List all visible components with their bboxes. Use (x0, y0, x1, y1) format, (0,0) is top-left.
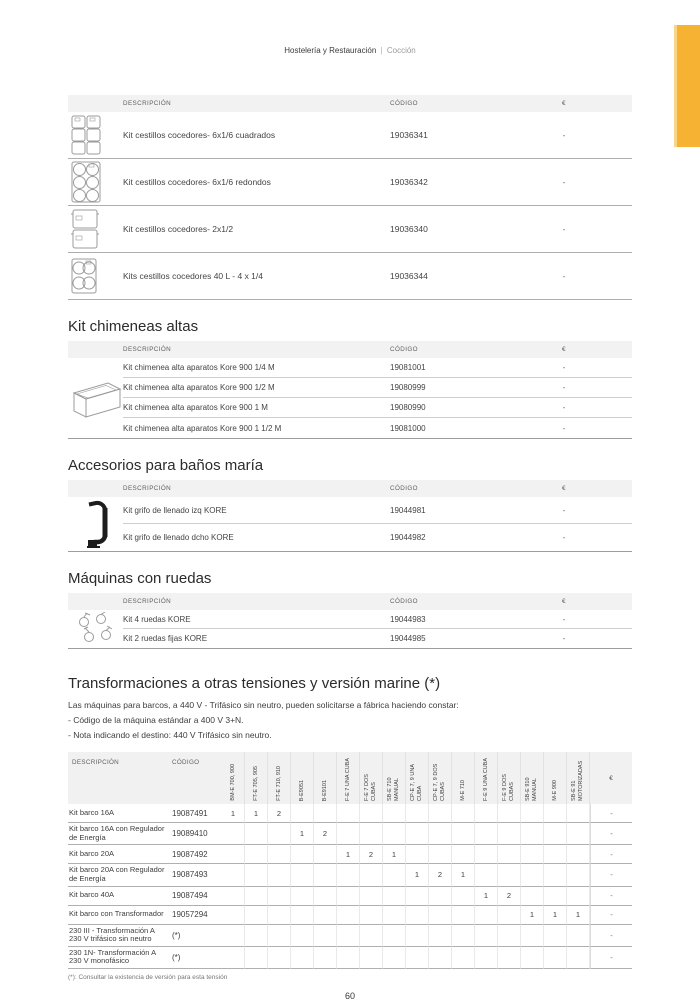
breadcrumb-separator: | (380, 46, 383, 55)
matrix-model-column-header (337, 752, 360, 804)
matrix-model-column-header (291, 752, 314, 804)
faucet-icon (68, 497, 123, 551)
matrix-row-description: Kit barco 16A (68, 804, 172, 823)
table-header (68, 480, 632, 497)
matrix-value-cell (291, 887, 314, 906)
matrix-value-cell (360, 887, 383, 906)
matrix-model-column-header (406, 752, 429, 804)
matrix-model-column-label: F-E 7 UNA CUBA (344, 757, 351, 801)
matrix-model-column-header (498, 752, 521, 804)
codigo-header: CÓDIGO (390, 485, 418, 492)
product-code: 19044982 (390, 533, 426, 542)
product-price: - (562, 533, 566, 542)
matrix-value-cell: 1 (245, 804, 268, 823)
matrix-model-column-label: B-E9101 (321, 779, 328, 801)
matrix-value-cell (406, 845, 429, 864)
matrix-model-column-label: SB-E 710 MANUAL (387, 777, 400, 801)
matrix-value-cell (337, 947, 360, 969)
matrix-row-code: 19087491 (172, 804, 222, 823)
descripcion-header: DESCRIPCIÓN (123, 485, 172, 492)
matrix-value-cell (268, 947, 291, 969)
matrix-value-cell (245, 823, 268, 845)
breadcrumb (68, 0, 632, 55)
matrix-row-description: Kit barco 16A con Regulador de Energía (68, 823, 172, 845)
matrix-row-price: - (590, 947, 632, 969)
matrix-value-cell (429, 845, 452, 864)
matrix-value-cell (567, 947, 590, 969)
matrix-value-cell (245, 947, 268, 969)
matrix-row-price: - (590, 906, 632, 925)
matrix-model-column-header (521, 752, 544, 804)
product-price: - (496, 358, 632, 378)
matrix-value-cell (567, 804, 590, 823)
matrix-row-description: Kit barco 20A con Regulador de Energía (68, 864, 172, 886)
product-description: Kit 4 ruedas KORE (123, 610, 390, 629)
matrix-value-cell (337, 925, 360, 947)
matrix-model-column-label: BM-E 700, 900 (229, 764, 236, 801)
baskets-40l-icon (68, 257, 123, 295)
matrix-value-cell (406, 804, 429, 823)
matrix-value-cell (429, 947, 452, 969)
matrix-value-cell (475, 845, 498, 864)
chimeneas-table (68, 341, 632, 439)
matrix-value-cell (337, 804, 360, 823)
codigo-header: CÓDIGO (390, 346, 418, 353)
product-code: 19044983 (390, 610, 496, 629)
matrix-value-cell (383, 906, 406, 925)
matrix-model-column-header (314, 752, 337, 804)
matrix-footnote: (*): Consultar la existencia de versión para esta tensión (68, 974, 228, 981)
codigo-header: CÓDIGO (390, 100, 418, 107)
matrix-row-code: 19089410 (172, 823, 222, 845)
matrix-value-cell (452, 823, 475, 845)
matrix-row-description: Kit barco 40A (68, 887, 172, 906)
matrix-value-cell (567, 925, 590, 947)
matrix-value-cell (314, 804, 337, 823)
product-code: 19036342 (390, 177, 428, 187)
transformaciones-bullet-2: - Nota indicando el destino: 440 V Trifásico sin neutro. (68, 730, 272, 740)
matrix-value-cell (567, 864, 590, 886)
product-description: Kits cestillos cocedores 40 L - 4 x 1/4 (123, 271, 264, 281)
matrix-value-cell: 1 (383, 845, 406, 864)
matrix-value-cell (337, 887, 360, 906)
matrix-value-cell (498, 925, 521, 947)
matrix-value-cell (567, 823, 590, 845)
matrix-model-column-label: CP-E 7, 9 DOS CUBAS (433, 763, 446, 801)
matrix-value-cell (245, 864, 268, 886)
matrix-value-cell (314, 887, 337, 906)
matrix-value-cell: 2 (268, 804, 291, 823)
matrix-model-column-label: FT-E 705, 905 (252, 766, 259, 801)
matrix-value-cell (268, 823, 291, 845)
matrix-value-cell (268, 864, 291, 886)
euro-header: € (562, 100, 566, 107)
matrix-value-cell (268, 906, 291, 925)
matrix-value-cell (360, 925, 383, 947)
matrix-value-cell: 1 (337, 845, 360, 864)
matrix-model-column-label: FT-E 710, 910 (275, 766, 282, 801)
matrix-row-price: - (590, 925, 632, 947)
matrix-model-column-header (452, 752, 475, 804)
product-code: 19080999 (390, 378, 496, 398)
matrix-value-cell (383, 804, 406, 823)
matrix-model-column-label: F-E 9 UNA CUBA (482, 757, 489, 801)
matrix-value-cell (337, 823, 360, 845)
matrix-value-cell (245, 906, 268, 925)
product-code: 19036340 (390, 224, 428, 234)
matrix-value-cell (567, 887, 590, 906)
matrix-value-cell (314, 845, 337, 864)
matrix-row-description: 230 1N- Transformación A 230 V monofásico (68, 947, 172, 969)
matrix-value-cell: 1 (544, 906, 567, 925)
matrix-value-cell (383, 823, 406, 845)
product-price: - (496, 378, 632, 398)
matrix-value-cell (521, 887, 544, 906)
table-row (68, 159, 632, 206)
matrix-value-cell (521, 864, 544, 886)
section-title-ruedas: Máquinas con ruedas (68, 570, 212, 587)
matrix-value-cell (475, 925, 498, 947)
matrix-model-column-header (245, 752, 268, 804)
product-price: - (496, 398, 632, 418)
matrix-value-cell (544, 925, 567, 947)
matrix-value-cell (429, 925, 452, 947)
product-description: Kit 2 ruedas fijas KORE (123, 634, 208, 643)
matrix-value-cell (406, 947, 429, 969)
descripcion-header: DESCRIPCIÓN (123, 598, 172, 605)
section-color-tab (674, 25, 700, 147)
matrix-value-cell (429, 887, 452, 906)
matrix-model-column-header (475, 752, 498, 804)
matrix-model-column-label: M-E 710 (459, 780, 466, 801)
matrix-value-cell (383, 925, 406, 947)
matrix-value-cell (406, 925, 429, 947)
matrix-value-cell (452, 925, 475, 947)
matrix-value-cell (544, 947, 567, 969)
matrix-model-column-label: M-E 900 (551, 780, 558, 801)
matrix-model-column-header (360, 752, 383, 804)
descripcion-header: DESCRIPCIÓN (123, 346, 172, 353)
product-price: - (562, 271, 566, 281)
matrix-codigo-header: CÓDIGO (172, 752, 222, 804)
codigo-header: CÓDIGO (390, 598, 418, 605)
matrix-value-cell (291, 925, 314, 947)
matrix-value-cell (291, 804, 314, 823)
matrix-row-code: (*) (172, 925, 222, 947)
matrix-value-cell (291, 947, 314, 969)
breadcrumb-section: Hostelería y Restauración (284, 46, 377, 55)
descripcion-header: DESCRIPCIÓN (123, 100, 172, 107)
product-price: - (562, 224, 566, 234)
matrix-value-cell (498, 906, 521, 925)
matrix-row-price: - (590, 804, 632, 823)
matrix-value-cell (406, 906, 429, 925)
matrix-value-cell (222, 947, 245, 969)
section-title-transformaciones: Transformaciones a otras tensiones y versión marine (*) (68, 675, 441, 692)
matrix-model-column-header (544, 752, 567, 804)
transformaciones-intro: Las máquinas para barcos, a 440 V - Trifásico sin neutro, pueden solicitarse a fábrica haciendo constar: (68, 700, 459, 710)
product-code: 19044981 (390, 497, 496, 524)
matrix-value-cell (268, 925, 291, 947)
table-header (68, 593, 632, 610)
table-row (68, 206, 632, 253)
transformaciones-matrix-table (68, 752, 632, 969)
matrix-row-code: (*) (172, 947, 222, 969)
ruedas-table (68, 593, 632, 649)
matrix-value-cell (498, 947, 521, 969)
matrix-row-price: - (590, 887, 632, 906)
matrix-value-cell (544, 887, 567, 906)
product-description: Kit cestillos cocedores- 6x1/6 cuadrados (123, 130, 276, 140)
matrix-value-cell: 1 (452, 864, 475, 886)
matrix-model-column-label: F-E 7 DOS CUBAS (364, 774, 377, 801)
matrix-value-cell (521, 947, 544, 969)
matrix-row-code: 19087493 (172, 864, 222, 886)
table-header (68, 95, 632, 112)
matrix-row-price: - (590, 864, 632, 886)
matrix-value-cell (406, 887, 429, 906)
product-price: - (496, 610, 632, 629)
product-code: 19080990 (390, 398, 496, 418)
baskets-6x16-round-icon (68, 160, 123, 204)
matrix-value-cell (222, 845, 245, 864)
matrix-value-cell (498, 845, 521, 864)
table-row (68, 253, 632, 300)
matrix-value-cell (337, 906, 360, 925)
matrix-value-cell (429, 906, 452, 925)
matrix-value-cell (452, 845, 475, 864)
matrix-row-description: 230 III - Transformación A 230 V trifásico sin neutro (68, 925, 172, 947)
matrix-value-cell (475, 804, 498, 823)
matrix-value-cell (383, 864, 406, 886)
matrix-value-cell (452, 887, 475, 906)
matrix-value-cell (498, 804, 521, 823)
matrix-euro-header: € (590, 752, 632, 804)
page-number: 60 (344, 991, 355, 1001)
matrix-value-cell (429, 804, 452, 823)
matrix-value-cell: 1 (406, 864, 429, 886)
matrix-value-cell: 1 (291, 823, 314, 845)
matrix-row-price: - (590, 823, 632, 845)
matrix-value-cell (314, 925, 337, 947)
matrix-value-cell (245, 845, 268, 864)
matrix-value-cell (314, 947, 337, 969)
product-description: Kit chimenea alta aparatos Kore 900 1/4 M (123, 358, 390, 378)
matrix-value-cell (222, 823, 245, 845)
product-code: 19081000 (390, 423, 426, 433)
matrix-value-cell (268, 887, 291, 906)
matrix-model-column-label: SB-E 91 MOTORIZADAS (571, 760, 584, 801)
product-description: Kit cestillos cocedores- 6x1/6 redondos (123, 177, 271, 187)
matrix-value-cell (567, 845, 590, 864)
euro-header: € (562, 598, 566, 605)
matrix-value-cell (360, 947, 383, 969)
matrix-value-cell (498, 864, 521, 886)
product-description: Kit chimenea alta aparatos Kore 900 1/2 M (123, 378, 390, 398)
matrix-model-column-label: F-E 9 DOS CUBAS (502, 774, 515, 801)
matrix-value-cell (291, 845, 314, 864)
matrix-value-cell (291, 906, 314, 925)
product-price: - (562, 423, 566, 433)
matrix-row-code: 19087492 (172, 845, 222, 864)
matrix-value-cell: 1 (567, 906, 590, 925)
product-code: 19036341 (390, 130, 428, 140)
matrix-value-cell: 1 (521, 906, 544, 925)
matrix-value-cell (521, 804, 544, 823)
matrix-model-column-label: CP-E 7, 9 UNA CUBA (410, 764, 423, 801)
matrix-value-cell (360, 906, 383, 925)
euro-header: € (562, 346, 566, 353)
product-price: - (562, 634, 566, 643)
matrix-value-cell (429, 823, 452, 845)
product-price: - (562, 130, 566, 140)
matrix-value-cell (544, 823, 567, 845)
product-price: - (496, 497, 632, 524)
matrix-value-cell (268, 845, 291, 864)
product-description: Kit chimenea alta aparatos Kore 900 1 M (123, 398, 390, 418)
transformaciones-bullet-1: - Código de la máquina estándar a 400 V 3+N. (68, 715, 244, 725)
matrix-model-column-header (567, 752, 590, 804)
matrix-value-cell (245, 887, 268, 906)
euro-header: € (562, 485, 566, 492)
matrix-value-cell (475, 906, 498, 925)
table-header (68, 341, 632, 358)
product-description: Kit grifo de llenado dcho KORE (123, 533, 234, 542)
matrix-model-column-header (268, 752, 291, 804)
matrix-value-cell: 1 (222, 804, 245, 823)
matrix-value-cell (222, 906, 245, 925)
breadcrumb-subsection: Cocción (386, 46, 416, 55)
product-code: 19036344 (390, 271, 428, 281)
matrix-row-description: Kit barco 20A (68, 845, 172, 864)
matrix-value-cell (475, 823, 498, 845)
matrix-model-column-header (429, 752, 452, 804)
page-content (68, 0, 632, 1001)
baskets-2x12-icon (68, 208, 123, 250)
matrix-value-cell (544, 845, 567, 864)
cestillos-table (68, 95, 632, 300)
baskets-6x16-square-icon (68, 114, 123, 156)
matrix-value-cell (544, 804, 567, 823)
matrix-value-cell (521, 845, 544, 864)
product-code: 19044985 (390, 634, 426, 643)
matrix-value-cell (314, 906, 337, 925)
matrix-value-cell (452, 906, 475, 925)
matrix-value-cell: 2 (429, 864, 452, 886)
matrix-value-cell (521, 823, 544, 845)
matrix-row-price: - (590, 845, 632, 864)
table-row (68, 112, 632, 159)
product-description: Kit cestillos cocedores- 2x1/2 (123, 224, 234, 234)
matrix-row-description: Kit barco con Transformador (68, 906, 172, 925)
matrix-value-cell (222, 925, 245, 947)
matrix-row-code: 19057294 (172, 906, 222, 925)
matrix-value-cell (360, 864, 383, 886)
matrix-descripcion-header: DESCRIPCIÓN (68, 752, 172, 804)
matrix-value-cell (222, 887, 245, 906)
matrix-value-cell (337, 864, 360, 886)
matrix-value-cell (498, 823, 521, 845)
product-price: - (562, 177, 566, 187)
matrix-value-cell: 2 (498, 887, 521, 906)
matrix-value-cell (222, 864, 245, 886)
matrix-value-cell (291, 864, 314, 886)
matrix-model-column-header (222, 752, 245, 804)
matrix-value-cell (245, 925, 268, 947)
matrix-value-cell (314, 864, 337, 886)
matrix-model-column-label: B-E9051 (298, 779, 305, 801)
matrix-value-cell: 1 (475, 887, 498, 906)
matrix-value-cell (452, 804, 475, 823)
matrix-value-cell (360, 823, 383, 845)
matrix-value-cell (383, 887, 406, 906)
matrix-model-column-label: SB-E 910 MANUAL (525, 777, 538, 801)
section-title-banos: Accesorios para baños maría (68, 457, 264, 474)
product-description: Kit grifo de llenado izq KORE (123, 497, 390, 524)
matrix-value-cell (475, 947, 498, 969)
matrix-model-column-header (383, 752, 406, 804)
matrix-value-cell (383, 947, 406, 969)
matrix-value-cell (521, 925, 544, 947)
section-title-chimeneas: Kit chimeneas altas (68, 318, 199, 335)
casters-icon (68, 610, 123, 648)
product-code: 19081001 (390, 358, 496, 378)
matrix-value-cell (406, 823, 429, 845)
chimney-kit-icon (68, 358, 123, 438)
matrix-value-cell (452, 947, 475, 969)
matrix-value-cell (360, 804, 383, 823)
banos-table (68, 480, 632, 552)
matrix-value-cell: 2 (314, 823, 337, 845)
matrix-value-cell: 2 (360, 845, 383, 864)
matrix-row-code: 19087494 (172, 887, 222, 906)
matrix-value-cell (544, 864, 567, 886)
matrix-value-cell (475, 864, 498, 886)
product-description: Kit chimenea alta aparatos Kore 900 1 1/2 M (123, 423, 282, 433)
